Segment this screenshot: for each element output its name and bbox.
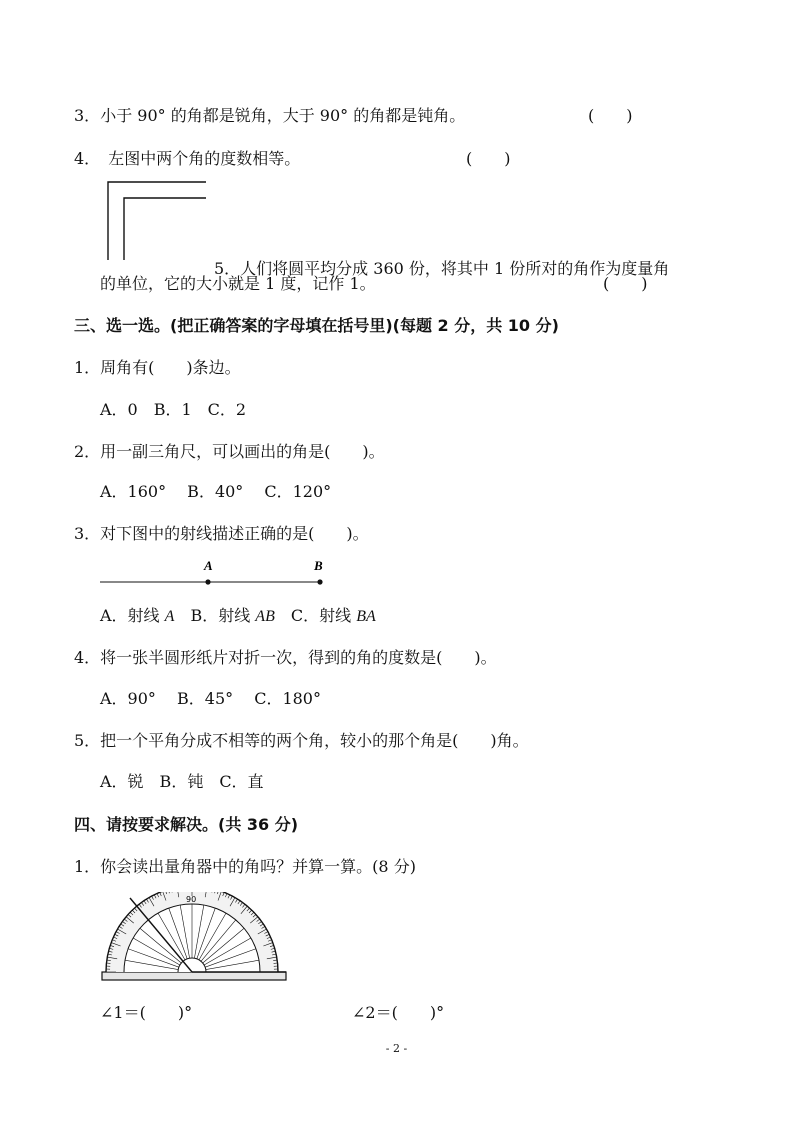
choose-q5-stem: 5．把一个平角分成不相等的两个角，较小的那个角是( )角。 <box>74 731 529 750</box>
choose-q5-options: A．锐 B．钝 C．直 <box>100 772 264 791</box>
protractor-90-label: 90 <box>186 895 197 904</box>
outer-angle <box>108 182 206 260</box>
protractor-base <box>102 972 286 980</box>
choose-q3-opt-b-value: AB <box>255 608 275 625</box>
judge-q4-answer-paren[interactable]: ( ) <box>466 149 511 168</box>
solve-q1-stem: 1．你会读出量角器中的角吗？并算一算。(8 分) <box>74 857 416 876</box>
judge-q4-num: 4． <box>74 149 101 168</box>
choose-q3-opt-b: B．射线 <box>174 606 256 625</box>
choose-q1-stem: 1．周角有( )条边。 <box>74 358 241 377</box>
judge-q3-num: 3． <box>74 106 101 125</box>
judge-q5-answer-paren[interactable]: ( ) <box>603 274 648 293</box>
point-b-dot <box>317 579 322 584</box>
nested-angles-figure <box>104 180 209 262</box>
judge-q5-line1: 5．人们将圆平均分成 360 份，将其中 1 份所对的角作为度量角 <box>214 259 670 278</box>
choose-q4-options: A．90° B．45° C．180° <box>100 689 321 708</box>
choose-q3-stem: 3．对下图中的射线描述正确的是( )。 <box>74 524 369 543</box>
choose-q3-opt-c-value: BA <box>356 608 376 625</box>
judge-q3 <box>74 105 465 127</box>
judge-q5-line2: 的单位，它的大小就是 1 度，记作 1。 <box>100 274 376 293</box>
point-a-label: A <box>204 558 213 573</box>
choose-q3-options <box>100 605 376 628</box>
angle-1-answer[interactable]: ∠1＝( )° <box>100 1003 193 1022</box>
ray-figure <box>98 556 338 592</box>
judge-q4 <box>74 148 300 170</box>
judge-q4-text: 左图中两个角的度数相等。 <box>108 149 301 168</box>
point-a-dot <box>205 579 210 584</box>
choose-q1-options: A．0 B．1 C．2 <box>100 400 247 419</box>
judge-q3-text: 小于 90° 的角都是锐角，大于 90° 的角都是钝角。 <box>100 106 466 125</box>
choose-q3-opt-c: C．射线 <box>274 606 357 625</box>
judge-q3-answer-paren[interactable]: ( ) <box>588 106 633 125</box>
section-solve-heading: 四、请按要求解决。(共 36 分) <box>74 815 299 834</box>
point-b-label: B <box>314 558 323 573</box>
inner-angle <box>124 198 206 260</box>
page-number: - 2 - <box>385 1042 408 1055</box>
section-choose-heading: 三、选一选。(把正确答案的字母填在括号里)(每题 2 分，共 10 分) <box>74 316 559 335</box>
choose-q3-opt-a-value: A <box>164 608 175 625</box>
protractor-figure <box>100 892 300 988</box>
choose-q2-options: A．160° B．40° C．120° <box>100 482 332 501</box>
choose-q4-stem: 4．将一张半圆形纸片对折一次，得到的角的度数是( )。 <box>74 648 497 667</box>
angle-2-answer[interactable]: ∠2＝( )° <box>352 1003 445 1022</box>
choose-q3-opt-a: A．射线 <box>100 606 165 625</box>
choose-q2-stem: 2．用一副三角尺，可以画出的角是( )。 <box>74 442 385 461</box>
